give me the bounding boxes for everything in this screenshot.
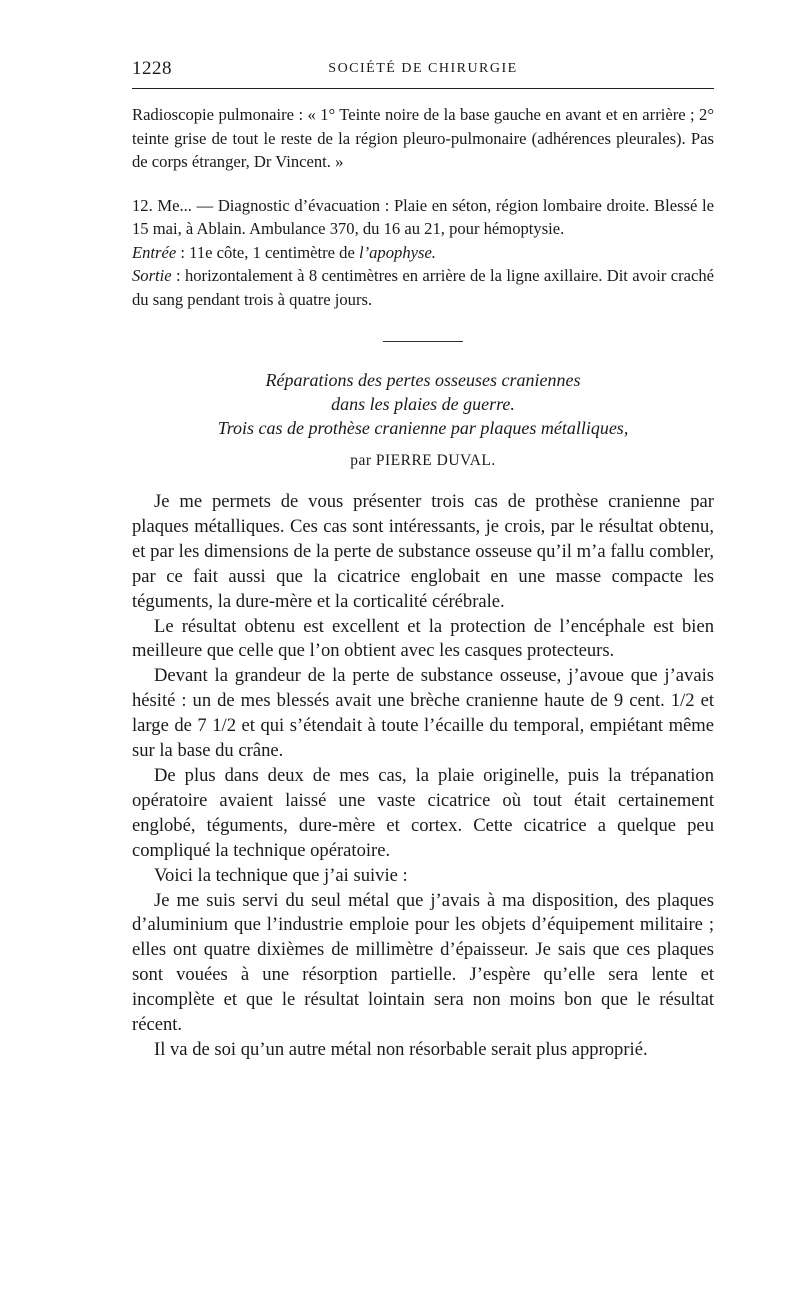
entree-italic: l’apophyse. <box>359 242 436 262</box>
radioscopie-note: Radioscopie pulmonaire : « 1° Teinte noire de la base gauche en avant et en arrière ; 2° teinte grise de tout le reste de la région pleuro-pulmonaire (adhérences pleurales). Pas de corps étranger, Dr Vincent. » <box>132 105 714 171</box>
paragraph: Je me permets de vous présenter trois cas de prothèse cranienne par plaques métalliques. Ces cas sont intéressants, je crois, par le résultat obtenu, et par les dimensions de la perte de substance osseuse qu’il m’a fallu combler, par ce fait aussi que la cicatrice englobait en une masse compacte les téguments, la dure-mère et la corticalité cérébrale. <box>132 491 714 612</box>
paragraph: Devant la grandeur de la perte de substance osseuse, j’avoue que j’avais hésité : un de mes blessés avait une brèche cranienne haute de 9 cent. 1/2 et large de 7 1/2 et qui s’étendait à toute l’écaille du temporal, empiétant même sur la base du crâne. <box>132 665 714 762</box>
article-author: par PIERRE DUVAL. <box>350 452 496 469</box>
section-separator <box>383 341 463 342</box>
case-12-summary: 12. Me... — Diagnostic d’évacuation : Plaie en séton, région lombaire droite. Blessé le 15 mai, à Ablain. Ambulance 370, du 16 au 21, pour hémoptysie. <box>132 195 714 238</box>
case-12-entree <box>132 241 714 265</box>
title-line-3: Trois cas de prothèse cranienne par plaques métalliques, <box>217 418 629 438</box>
running-head: SOCIÉTÉ DE CHIRURGIE <box>328 61 518 76</box>
sortie-label: Sortie <box>132 266 172 285</box>
case-12 <box>132 194 714 312</box>
article-body <box>132 490 714 1063</box>
article-title <box>132 368 714 440</box>
title-line-2: dans les plaies de guerre. <box>331 394 515 414</box>
case-12-sortie <box>132 264 714 311</box>
paragraph: Il va de soi qu’un autre métal non résorbable serait plus approprié. <box>154 1038 648 1060</box>
title-line-1: Réparations des pertes osseuses craniennes <box>265 370 581 390</box>
paragraph: Je me suis servi du seul métal que j’avais à ma disposition, des plaques d’aluminium que l’industrie emploie pour les objets d’équipement militaire ; elles ont quatre dixièmes de millimètre d’épaisseur. Je sais que ces plaques sont vouées à une résorption partielle. J’espère qu’elle sera lente et incomplète et que le résultat lointain sera non moins bon que le résultat récent. <box>132 889 714 1036</box>
paragraph: De plus dans deux de mes cas, la plaie originelle, puis la trépanation opératoire avaient laissé une vaste cicatrice où tout était certainement englobé, téguments, dure-mère et cortex. Cette cicatrice a quelque peu compliqué la technique opératoire. <box>132 764 714 861</box>
paragraph: Le résultat obtenu est excellent et la protection de l’encéphale est bien meilleure que celle que l’on obtient avec les casques protecteurs. <box>132 615 714 662</box>
entree-label: Entrée <box>132 242 177 262</box>
entree-text: : 11e côte, 1 centimètre de <box>176 242 359 262</box>
document-page <box>132 54 714 1063</box>
paragraph: Voici la technique que j’ai suivie : <box>154 864 408 886</box>
page-number: 1228 <box>132 58 172 79</box>
page-header <box>132 54 714 89</box>
sortie-text: : horizontalement à 8 centimètres en arrière de la ligne axillaire. Dit avoir craché du sang pendant trois à quatre jours. <box>132 266 714 309</box>
